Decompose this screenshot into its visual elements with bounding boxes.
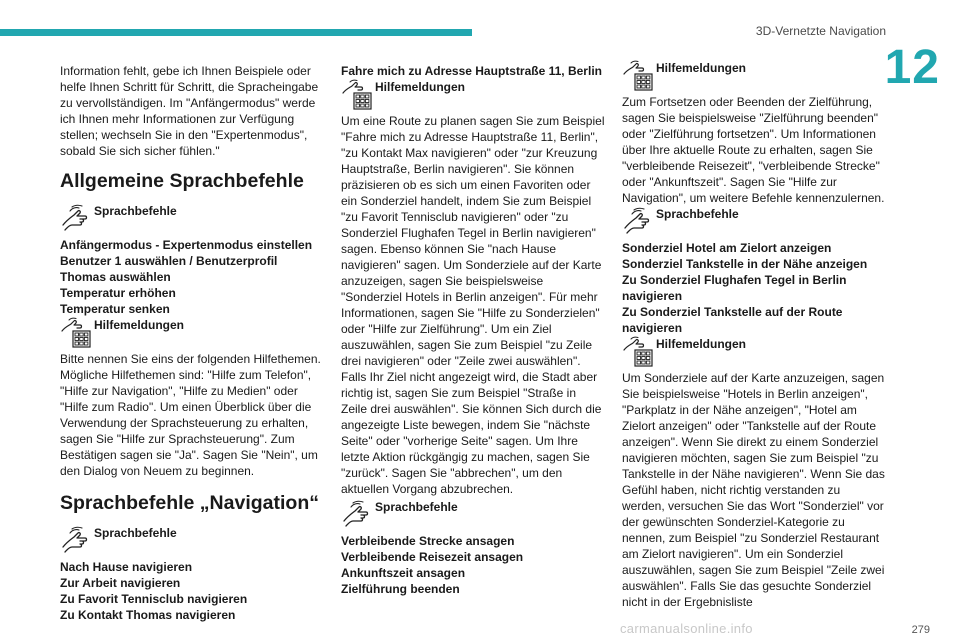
command-item: Sonderziel Hotel am Zielort anzeigen bbox=[622, 241, 832, 255]
voice-command-icon bbox=[341, 499, 373, 531]
command-item: Ankunftszeit ansagen bbox=[341, 566, 466, 580]
page-number: 279 bbox=[911, 624, 930, 636]
help-messages-block bbox=[341, 79, 605, 111]
header-accent-bar bbox=[0, 29, 472, 36]
command-item: Sonderziel Tankstelle in der Nähe anzeigen bbox=[622, 257, 868, 271]
commands-list-route-info bbox=[341, 533, 605, 597]
command-item: Zu Kontakt Thomas navigieren bbox=[60, 608, 236, 622]
commands-list-poi bbox=[622, 240, 886, 336]
chapter-number: 12 bbox=[884, 41, 940, 94]
voice-commands-label: Sprachbefehle bbox=[375, 500, 458, 514]
command-item: Nach Hause navigieren bbox=[60, 560, 193, 574]
help-paragraph: Um eine Route zu planen sagen Sie zum Beispiel "Fahre mich zu Adresse Hauptstraße 11, Berlin", "zu Kontakt Max navigieren" oder "zur Kreuzung Hauptstraße, Berlin navigieren". Sie können präzisieren ob es sich um einen Favoriten oder ein Sonderziel handelt, indem Sie zum Beispiel "zu Favorit Tennisclub navigieren" oder "zu Sonderziel Flughafen Tegel in Berlin navigieren" sagen. Ebenso können Sie "nach Hause navigieren" sagen. Um Sonderziele auf der Karte anzuzeigen, sagen Sie beispielsweise "Sonderziel Hotels in Berlin anzeigen". Für mehr Informationen, sagen Sie "Hilfe zu Sonderzielen" oder "Hilfe zur Zielführung". Um ein Ziel auszuwählen, sagen Sie zum Beispiel "zu Zeile drei navigieren" oder "Zeile zwei auswählen". Falls Ihr Ziel nicht angezeigt wird, die Stadt aber richtig ist, sagen Sie zum Beispiel "Straße in Zeile drei auswählen". Sie können Sich durch die angezeigte Liste bewegen, indem Sie "nächste Seite" oder "vorherige Seite" sagen. Um Ihre letzte Aktion rückgängig zu machen, sagen Sie "zurück". Sagen Sie "abbrechen", um den aktuellen Vorgang abzubrechen. bbox=[341, 114, 605, 496]
help-messages-icon bbox=[60, 317, 92, 349]
commands-list-navigation bbox=[60, 559, 322, 623]
help-messages-icon bbox=[341, 79, 373, 111]
heading-navigation-commands: Sprachbefehle „Navigation“ bbox=[60, 492, 319, 514]
command-item: Temperatur erhöhen bbox=[60, 286, 176, 300]
command-item: Temperatur senken bbox=[60, 302, 170, 316]
help-messages-icon bbox=[622, 60, 654, 92]
voice-commands-block bbox=[341, 499, 605, 531]
voice-commands-label: Sprachbefehle bbox=[656, 207, 739, 221]
heading-general-commands: Allgemeine Sprachbefehle bbox=[60, 170, 304, 192]
help-paragraph: Bitte nennen Sie eins der folgenden Hilfethemen. Mögliche Hilfethemen sind: "Hilfe zum Telefon", "Hilfe zur Navigation", "Hilfe zu Medien" oder "Hilfe zum Radio". Um einen Überblick über die Verwendung der Sprachsteuerung zu erhalten, sagen Sie "Hilfe zur Sprachsteuerung". Zum Bestätigen sagen sie "Ja". Sagen Sie "Nein", um den Dialog von Neuem zu beginnen. bbox=[60, 352, 321, 478]
help-messages-label: Hilfemeldungen bbox=[656, 61, 747, 75]
command-item: Zur Arbeit navigieren bbox=[60, 576, 181, 590]
voice-command-icon bbox=[622, 206, 654, 238]
voice-commands-label: Sprachbefehle bbox=[94, 526, 177, 540]
help-messages-block bbox=[60, 317, 322, 349]
section-title: 3D-Vernetzte Navigation bbox=[755, 24, 886, 38]
column-middle bbox=[341, 63, 605, 597]
voice-commands-block bbox=[60, 203, 322, 235]
watermark: carmanualsonline.info bbox=[620, 621, 753, 636]
help-paragraph: Zum Fortsetzen oder Beenden der Zielführung, sagen Sie beispielsweise "Zielführung beenden" oder "Zielführung fortsetzen". Um Informationen über Ihre aktuelle Route zu erhalten, sagen Sie "verbleibende Reisezeit", "verbleibende Strecke" oder "Ankunftszeit". Sagen Sie "Hilfe zur Navigation", um weitere Befehle kennenzulernen. bbox=[622, 95, 885, 205]
column-left bbox=[60, 63, 322, 623]
column-right bbox=[622, 60, 886, 610]
voice-command-icon bbox=[60, 203, 92, 235]
command-item: Benutzer 1 auswählen / Benutzerprofil Thomas auswählen bbox=[60, 254, 278, 284]
voice-commands-block bbox=[60, 525, 322, 557]
command-item: Verbleibende Reisezeit ansagen bbox=[341, 550, 524, 564]
help-paragraph: Um Sonderziele auf der Karte anzuzeigen, sagen Sie beispielsweise "Hotels in Berlin anzeigen", "Parkplatz in der Nähe anzeigen", "Hotel am Zielort anzeigen" oder "Tankstelle auf der Route anzeigen". Wenn Sie direkt zu einem Sonderziel navigieren möchten, sagen Sie zum Beispiel "zu Tankstelle in der Nähe navigieren". Wenn Sie das Gefühl haben, nicht richtig verstanden zu werden, versuchen Sie das Wort "Sonderziel" vor der gewünschten Sonderziel-Kategorie zu nennen, zum Beispiel "zu Sonderziel Restaurant am Zielort navigieren". Um ein Sonderziel auszuwählen, sagen Sie zum Beispiel "Zeile zwei auswählen". Falls Sie das gesuchte Sonderziel nicht in der Ergebnisliste bbox=[622, 371, 885, 609]
command-item: Zu Sonderziel Tankstelle auf der Route navigieren bbox=[622, 305, 843, 335]
intro-paragraph: Information fehlt, gebe ich Ihnen Beispiele oder helfe Ihnen Schritt für Schritt, die Spracheingabe zu vervollständigen. Im "Anfängermodus" werde ich Ihnen mehr Informationen zur Verfügung stellen; wechseln Sie in den "Expertenmodus", sobald Sie sich sicher fühlen." bbox=[60, 64, 319, 158]
command-item: Fahre mich zu Adresse Hauptstraße 11, Berlin bbox=[341, 64, 602, 78]
voice-commands-label: Sprachbefehle bbox=[94, 204, 177, 218]
commands-list-general bbox=[60, 237, 322, 317]
help-messages-block bbox=[622, 60, 886, 92]
help-messages-label: Hilfemeldungen bbox=[375, 80, 466, 94]
help-messages-icon bbox=[622, 336, 654, 368]
help-messages-block bbox=[622, 336, 886, 368]
command-item: Zu Sonderziel Flughafen Tegel in Berlin navigieren bbox=[622, 273, 847, 303]
command-item: Anfängermodus - Expertenmodus einstellen bbox=[60, 238, 313, 252]
command-item: Zielführung beenden bbox=[341, 582, 460, 596]
help-messages-label: Hilfemeldungen bbox=[656, 337, 747, 351]
voice-commands-block bbox=[622, 206, 886, 238]
help-messages-label: Hilfemeldungen bbox=[94, 318, 185, 332]
command-item: Verbleibende Strecke ansagen bbox=[341, 534, 515, 548]
voice-command-icon bbox=[60, 525, 92, 557]
command-item: Zu Favorit Tennisclub navigieren bbox=[60, 592, 248, 606]
